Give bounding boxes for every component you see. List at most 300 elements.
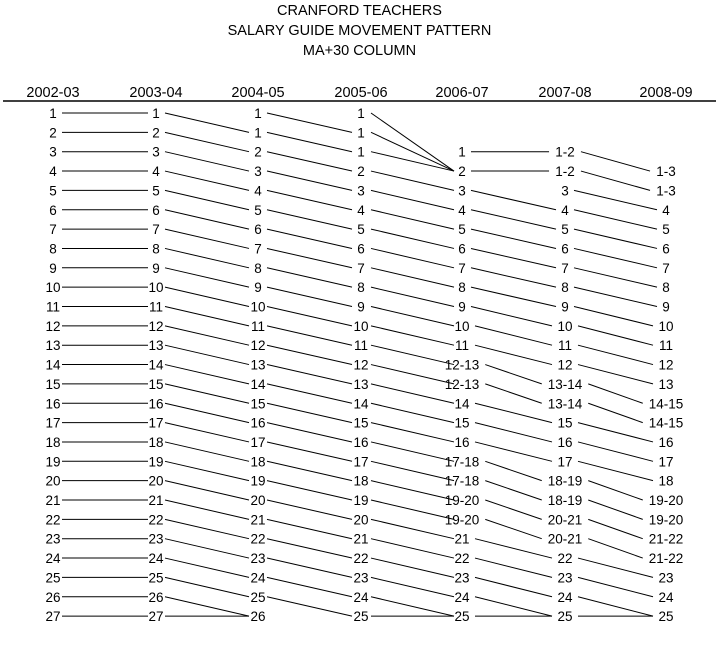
step-label: 20-21 <box>547 531 583 547</box>
step-label: 1-3 <box>656 183 676 199</box>
step-label: 4 <box>458 202 466 218</box>
movement-line <box>371 268 454 287</box>
movement-line <box>588 500 643 519</box>
step-label: 8 <box>561 280 569 296</box>
step-label: 13-14 <box>547 376 583 392</box>
step-label: 19-20 <box>648 493 684 508</box>
step-label: 23 <box>148 531 164 547</box>
movement-line <box>165 132 249 151</box>
step-label: 7 <box>662 260 670 276</box>
step-label: 4 <box>254 183 262 199</box>
step-label: 13 <box>658 376 674 392</box>
movement-line <box>267 539 352 558</box>
movement-line <box>165 113 249 132</box>
movement-line <box>371 248 454 267</box>
movement-line <box>475 577 552 596</box>
movement-line <box>475 403 552 422</box>
step-label: 7 <box>49 222 57 238</box>
movement-line <box>471 307 552 326</box>
year-header-1: 2003-04 <box>129 85 183 101</box>
movement-line <box>267 442 352 461</box>
movement-line <box>578 365 653 384</box>
movement-line <box>267 248 352 267</box>
step-label: 11 <box>45 299 61 315</box>
movement-line <box>165 248 249 267</box>
movement-line <box>371 326 454 345</box>
movement-line <box>471 210 556 229</box>
step-label: 10 <box>557 318 573 334</box>
step-label: 8 <box>662 280 670 296</box>
step-label: 2 <box>49 125 57 141</box>
step-label: 15 <box>353 415 369 431</box>
step-label: 21 <box>353 531 369 547</box>
movement-line <box>267 229 352 248</box>
movement-line <box>267 577 352 596</box>
step-label: 14-15 <box>648 396 684 412</box>
step-label: 17-18 <box>444 473 480 489</box>
step-label: 14 <box>148 357 164 373</box>
step-label: 11 <box>454 338 470 354</box>
step-label: 24 <box>557 589 573 605</box>
step-label: 19-20 <box>444 493 480 508</box>
step-label: 22 <box>454 551 470 567</box>
step-label: 21-22 <box>648 531 684 547</box>
step-label: 26 <box>250 609 266 625</box>
movement-line <box>371 519 454 538</box>
step-label: 6 <box>357 241 365 257</box>
year-headers <box>26 85 692 101</box>
step-label: 24 <box>148 551 164 567</box>
step-label: 9 <box>357 299 365 315</box>
step-label: 18 <box>658 473 674 489</box>
step-label: 24 <box>353 589 369 605</box>
step-label: 22 <box>353 551 369 567</box>
movement-line <box>371 558 454 577</box>
movement-line <box>267 519 352 538</box>
movement-line <box>371 539 454 558</box>
movement-line <box>475 558 552 577</box>
step-label: 17 <box>658 454 674 470</box>
step-label: 12 <box>45 318 61 334</box>
step-label: 13-14 <box>547 396 583 412</box>
step-label: 6 <box>561 241 569 257</box>
step-label: 20 <box>353 512 369 528</box>
step-label: 16 <box>557 434 573 450</box>
step-label: 17 <box>148 415 164 431</box>
step-label: 23 <box>557 570 573 586</box>
step-label: 7 <box>152 222 160 238</box>
movement-line <box>267 500 352 519</box>
step-label: 1-2 <box>555 144 575 160</box>
step-label: 23 <box>250 551 266 567</box>
step-label: 12 <box>557 357 573 373</box>
movement-line <box>165 307 249 326</box>
movement-line <box>267 423 352 442</box>
step-label: 23 <box>658 570 674 586</box>
movement-line <box>165 384 249 403</box>
movement-line <box>371 132 454 171</box>
step-label: 4 <box>357 202 365 218</box>
step-label: 4 <box>49 164 57 180</box>
movement-line <box>475 442 552 461</box>
step-label: 4 <box>662 202 670 218</box>
step-label: 27 <box>148 609 164 625</box>
step-label: 7 <box>254 241 262 257</box>
step-label: 19-20 <box>648 512 684 528</box>
step-label: 11 <box>658 338 674 354</box>
movement-line <box>371 461 454 480</box>
movement-line <box>165 190 249 209</box>
step-label: 6 <box>49 202 57 218</box>
movement-line <box>371 210 454 229</box>
step-label: 9 <box>561 299 569 315</box>
step-label: 8 <box>458 280 466 296</box>
step-label: 8 <box>357 280 365 296</box>
step-label: 9 <box>458 299 466 315</box>
step-label: 6 <box>662 241 670 257</box>
step-label: 5 <box>458 222 466 238</box>
movement-line <box>578 461 653 480</box>
step-label: 25 <box>353 609 369 625</box>
movement-line <box>371 287 454 306</box>
movement-line <box>267 210 352 229</box>
step-label: 12 <box>250 338 266 354</box>
step-label: 17 <box>45 415 61 431</box>
step-label: 12 <box>148 318 164 334</box>
step-label: 10 <box>148 280 164 296</box>
step-label: 1 <box>49 106 57 121</box>
step-label: 23 <box>353 570 369 586</box>
step-label: 16 <box>353 434 369 450</box>
step-label: 16 <box>250 415 266 431</box>
step-label: 21 <box>250 512 266 528</box>
step-label: 5 <box>357 222 365 238</box>
step-label: 3 <box>49 144 57 160</box>
movement-line <box>485 461 542 480</box>
movement-line <box>371 384 454 403</box>
movement-line <box>165 171 249 190</box>
step-label: 25 <box>454 609 470 625</box>
title-line-3: MA+30 COLUMN <box>302 43 417 59</box>
step-label: 19 <box>250 473 266 489</box>
year-header-0: 2002-03 <box>26 85 80 101</box>
step-label: 4 <box>152 164 160 180</box>
movement-line <box>267 152 352 171</box>
step-label: 12-13 <box>444 357 480 373</box>
movement-line <box>267 190 352 209</box>
movement-line <box>267 132 352 151</box>
movement-line <box>588 384 643 403</box>
movement-line <box>165 287 249 306</box>
step-label: 5 <box>254 202 262 218</box>
movement-line <box>578 326 653 345</box>
step-label: 15 <box>557 415 573 431</box>
step-label: 13 <box>148 338 164 354</box>
step-label: 2 <box>357 164 365 180</box>
step-label: 14 <box>353 396 369 412</box>
step-label: 17 <box>250 434 266 450</box>
step-label: 12 <box>353 357 369 373</box>
step-label: 3 <box>458 183 466 199</box>
step-label: 6 <box>458 241 466 257</box>
movement-line <box>371 442 454 461</box>
movement-line <box>371 190 454 209</box>
step-label: 22 <box>148 512 164 528</box>
movement-line <box>165 210 249 229</box>
step-label: 25 <box>658 609 674 625</box>
movement-line <box>475 539 552 558</box>
step-label: 9 <box>254 280 262 296</box>
step-label: 18 <box>353 473 369 489</box>
step-label: 11 <box>353 338 369 354</box>
step-label: 7 <box>458 260 466 276</box>
movement-line <box>485 500 542 519</box>
movement-line <box>165 268 249 287</box>
step-label: 12-13 <box>444 376 480 392</box>
movement-line <box>165 229 249 248</box>
year-header-6: 2008-09 <box>639 85 693 101</box>
step-label: 1-3 <box>656 164 676 180</box>
movement-line <box>588 481 643 500</box>
movement-line <box>165 442 249 461</box>
step-label: 24 <box>45 551 61 567</box>
step-label: 26 <box>45 589 61 605</box>
step-label: 24 <box>454 589 470 605</box>
movement-line <box>578 442 653 461</box>
step-label: 17-18 <box>444 454 480 470</box>
movement-line <box>475 345 552 364</box>
movement-line <box>267 171 352 190</box>
step-label: 17 <box>353 454 369 470</box>
step-label: 7 <box>561 260 569 276</box>
year-header-2: 2004-05 <box>231 85 285 101</box>
movement-line <box>471 229 556 248</box>
movement-line <box>165 423 249 442</box>
step-label: 18 <box>148 434 164 450</box>
year-header-4: 2006-07 <box>435 85 489 101</box>
step-label: 10 <box>250 299 266 315</box>
step-label: 5 <box>662 222 670 238</box>
movement-line <box>471 248 556 267</box>
step-label: 11 <box>250 318 266 334</box>
movement-line <box>574 229 657 248</box>
step-label: 1 <box>357 106 365 121</box>
step-label: 13 <box>353 376 369 392</box>
movement-line <box>371 152 454 171</box>
movement-line <box>267 268 352 287</box>
movement-line <box>165 577 249 596</box>
movement-line <box>267 113 352 132</box>
step-label: 1 <box>254 106 262 121</box>
movement-line <box>267 558 352 577</box>
movement-line <box>578 558 653 577</box>
movement-line <box>267 345 352 364</box>
step-label: 3 <box>152 144 160 160</box>
step-label: 25 <box>250 589 266 605</box>
movement-line <box>588 519 643 538</box>
movement-line <box>165 558 249 577</box>
step-label: 10 <box>658 318 674 334</box>
step-label: 1 <box>458 144 466 160</box>
movement-line <box>578 423 653 442</box>
step-label: 8 <box>49 241 57 257</box>
step-label: 20 <box>250 493 266 508</box>
step-label: 6 <box>254 222 262 238</box>
step-label: 4 <box>561 202 569 218</box>
movement-line <box>165 539 249 558</box>
step-label: 21 <box>454 531 470 547</box>
step-label: 20-21 <box>547 512 583 528</box>
step-label: 1-2 <box>555 164 575 180</box>
step-label: 8 <box>254 260 262 276</box>
movement-line <box>574 248 657 267</box>
movement-line <box>165 152 249 171</box>
movement-line <box>267 481 352 500</box>
movement-line <box>267 461 352 480</box>
movement-line <box>371 229 454 248</box>
movement-line <box>578 345 653 364</box>
step-label: 19 <box>353 493 369 508</box>
movement-line <box>574 190 657 209</box>
step-label: 11 <box>557 338 573 354</box>
step-label: 10 <box>45 280 61 296</box>
movement-line <box>581 171 650 190</box>
step-label: 3 <box>357 183 365 199</box>
movement-line <box>588 403 643 422</box>
step-label: 1 <box>357 144 365 160</box>
movement-line <box>471 268 556 287</box>
movement-line <box>371 577 454 596</box>
step-label: 22 <box>557 551 573 567</box>
movement-line <box>574 307 653 326</box>
movement-line <box>267 326 352 345</box>
step-label: 22 <box>250 531 266 547</box>
step-label: 23 <box>45 531 61 547</box>
movement-line <box>581 152 650 171</box>
step-label: 25 <box>148 570 164 586</box>
step-label: 17 <box>557 454 573 470</box>
title-line-2: SALARY GUIDE MOVEMENT PATTERN <box>227 23 492 39</box>
step-label: 5 <box>49 183 57 199</box>
step-label: 22 <box>45 512 61 528</box>
step-label: 15 <box>250 396 266 412</box>
movement-line <box>371 597 454 616</box>
step-label: 24 <box>250 570 266 586</box>
step-label: 2 <box>458 164 466 180</box>
title-line-1: CRANFORD TEACHERS <box>277 3 442 19</box>
step-label: 13 <box>250 357 266 373</box>
movement-line <box>165 345 249 364</box>
step-label: 1 <box>152 106 160 121</box>
step-label: 14 <box>454 396 470 412</box>
step-label: 1 <box>357 125 365 141</box>
movement-line <box>371 307 454 326</box>
movement-line <box>165 481 249 500</box>
movement-line <box>267 403 352 422</box>
movement-line <box>165 597 249 616</box>
step-label: 18-19 <box>547 493 583 508</box>
step-label: 13 <box>45 338 61 354</box>
step-label: 3 <box>561 183 569 199</box>
movement-line <box>165 500 249 519</box>
movement-line <box>578 577 653 596</box>
step-label: 2 <box>254 144 262 160</box>
step-label: 20 <box>45 473 61 489</box>
movement-line <box>485 519 542 538</box>
step-label: 16 <box>454 434 470 450</box>
movement-line <box>371 113 454 171</box>
step-label: 25 <box>45 570 61 586</box>
step-label: 16 <box>45 396 61 412</box>
movement-line <box>267 307 352 326</box>
step-label: 23 <box>454 570 470 586</box>
movement-line <box>588 539 643 558</box>
step-label: 20 <box>148 473 164 489</box>
step-label: 15 <box>454 415 470 431</box>
step-label: 6 <box>152 202 160 218</box>
step-label: 21 <box>45 493 61 508</box>
year-header-5: 2007-08 <box>538 85 592 101</box>
movement-line <box>267 365 352 384</box>
step-label: 3 <box>254 164 262 180</box>
step-label: 14 <box>45 357 61 373</box>
step-label: 5 <box>561 222 569 238</box>
step-label: 21 <box>148 493 164 508</box>
movement-line <box>475 423 552 442</box>
movement-line <box>371 481 454 500</box>
movement-line <box>475 597 552 616</box>
step-label: 7 <box>357 260 365 276</box>
step-label: 10 <box>454 318 470 334</box>
movement-line <box>574 287 657 306</box>
step-label: 12 <box>658 357 674 373</box>
step-label: 16 <box>658 434 674 450</box>
movement-line <box>165 461 249 480</box>
movement-line <box>371 403 454 422</box>
movement-line <box>165 365 249 384</box>
movement-line <box>371 500 454 519</box>
step-label: 19-20 <box>444 512 480 528</box>
movement-line <box>165 326 249 345</box>
movement-line <box>165 403 249 422</box>
step-label: 5 <box>152 183 160 199</box>
movement-line <box>485 384 542 403</box>
movement-line <box>574 210 657 229</box>
step-label: 25 <box>557 609 573 625</box>
step-label: 8 <box>152 241 160 257</box>
step-label: 26 <box>148 589 164 605</box>
movement-line <box>578 597 653 616</box>
movement-line <box>267 597 352 616</box>
movement-line <box>471 287 556 306</box>
step-label: 14-15 <box>648 415 684 431</box>
step-label: 27 <box>45 609 61 625</box>
step-label: 1 <box>254 125 262 141</box>
movement-line <box>267 287 352 306</box>
step-label: 15 <box>148 376 164 392</box>
step-label: 24 <box>658 589 674 605</box>
step-label: 14 <box>250 376 266 392</box>
movement-line <box>371 171 454 190</box>
step-label: 9 <box>49 260 57 276</box>
movement-line <box>485 365 542 384</box>
step-label: 18-19 <box>547 473 583 489</box>
step-label: 19 <box>45 454 61 470</box>
movement-line <box>267 384 352 403</box>
movement-line <box>475 326 552 345</box>
movement-line <box>371 423 454 442</box>
step-label: 9 <box>662 299 670 315</box>
